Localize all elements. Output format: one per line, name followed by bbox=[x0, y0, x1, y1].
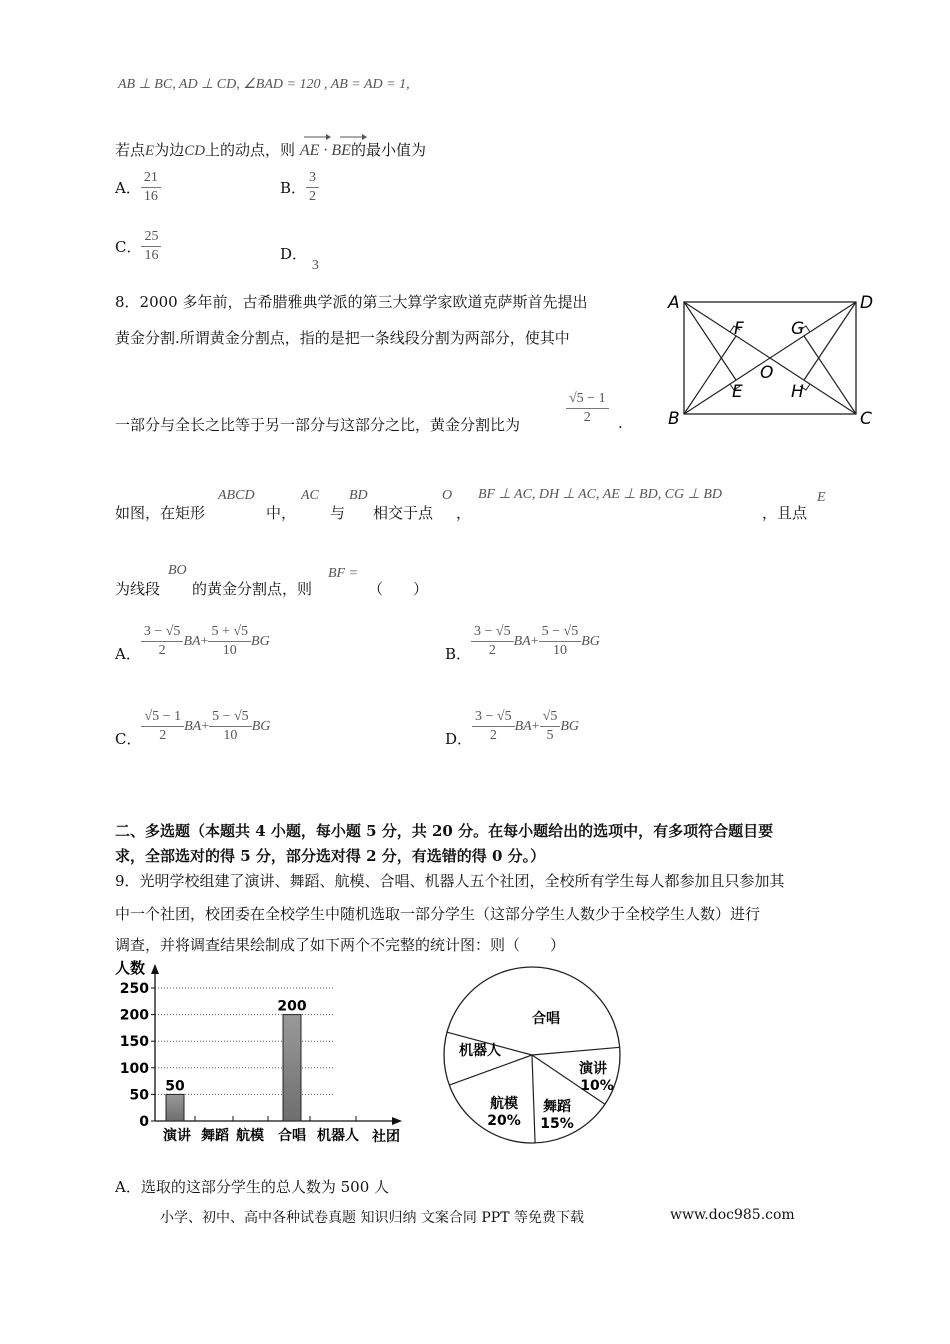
vector-bg: BG bbox=[251, 718, 271, 734]
y-tick-label: 50 bbox=[129, 1087, 149, 1104]
q8-l5-text: 为线段 bbox=[115, 580, 161, 598]
x-axis-label: 社团 bbox=[372, 1129, 400, 1145]
option-value: 3 bbox=[311, 258, 319, 273]
bar-data-label: 50 bbox=[165, 1078, 185, 1095]
q8-l4-text: 与 bbox=[330, 504, 346, 522]
y-tick-label: 100 bbox=[119, 1060, 149, 1077]
q7-condition: AB ⊥ BC, AD ⊥ CD, ∠BAD = 120 , AB = AD = 1, bbox=[118, 77, 410, 92]
y-axis-arrow-icon bbox=[151, 964, 159, 974]
q9-option-a[interactable]: A．选取的这部分学生的总人数为 500 人 bbox=[115, 1178, 390, 1196]
y-tick-label: 150 bbox=[119, 1034, 149, 1051]
bar bbox=[166, 1094, 184, 1121]
q7-option-c[interactable] bbox=[115, 229, 161, 264]
category-label: 舞蹈 bbox=[201, 1128, 229, 1144]
q7-option-a[interactable] bbox=[115, 170, 161, 205]
footer-text: 小学、初中、高中各种试卷真题 知识归纳 文案合同 PPT 等免费下载 bbox=[160, 1210, 584, 1226]
q8-l4-text: ， bbox=[456, 504, 472, 522]
rectangle-figure bbox=[660, 290, 880, 430]
bar-data-label: 200 bbox=[277, 998, 307, 1015]
pie-slice-name: 机器人 bbox=[459, 1043, 501, 1059]
pie-chart bbox=[440, 963, 625, 1148]
pie-slice-boundary bbox=[532, 1055, 535, 1143]
q8-option-c[interactable]: C． $\frac{√5 - 1}{2}$ BA + $\frac{5 - √5}{10}$ BG bbox=[115, 709, 271, 748]
fraction: $\frac{√5 - 1}{2}$ bbox=[141, 709, 184, 744]
q9-line3: 调查，并将调查结果绘制成了如下两个不完整的统计图：则（ ） bbox=[115, 936, 566, 954]
label-a: A bbox=[668, 293, 680, 313]
label-d: D bbox=[860, 293, 874, 313]
y-axis-label: 人数 bbox=[115, 959, 146, 977]
fraction: $\frac{5 - √5}{10}$ bbox=[539, 624, 582, 659]
point-e: E bbox=[817, 490, 826, 505]
fraction: $\frac{21}{16}$ bbox=[141, 170, 161, 205]
fraction: $\frac{√5}{5}$ bbox=[540, 709, 561, 744]
q8-l4-text: 如图，在矩形 bbox=[115, 504, 206, 522]
option-label: B． bbox=[280, 179, 307, 197]
fraction: $\frac{3 - √5}{2}$ bbox=[141, 624, 184, 659]
pie-slice-percent: 20% bbox=[487, 1113, 521, 1129]
q9-line2: 中一个社团，校团委在全校学生中随机选取一部分学生（这部分学生人数少于全校学生人数）进行 bbox=[115, 905, 761, 923]
q7-option-b[interactable] bbox=[280, 170, 319, 205]
label-h: H bbox=[791, 382, 804, 402]
label-e: E bbox=[732, 382, 743, 402]
rect-abcd: ABCD bbox=[218, 488, 255, 503]
bar-chart bbox=[110, 958, 420, 1148]
vector-ba: BA bbox=[513, 633, 531, 649]
perpendicular-conditions: BF ⊥ AC, DH ⊥ AC, AE ⊥ BD, CG ⊥ BD bbox=[478, 487, 723, 502]
q8-option-b[interactable]: B． $\frac{3 - √5}{2}$ BA + $\frac{5 - √5}{10}$ BG bbox=[445, 624, 600, 663]
option-label: D． bbox=[445, 730, 473, 748]
fraction: $\frac{3 - √5}{2}$ bbox=[472, 709, 515, 744]
category-label: 演讲 bbox=[163, 1128, 191, 1144]
label-o: O bbox=[760, 363, 774, 383]
q8-line2: 黄金分割.所谓黄金分割点，指的是把一条线段分割为两部分，使其中 bbox=[115, 329, 570, 347]
q7-option-d[interactable] bbox=[280, 243, 319, 273]
q7-prompt bbox=[115, 135, 426, 160]
option-label: C． bbox=[115, 238, 142, 256]
fraction: $\frac{3 - √5}{2}$ bbox=[471, 624, 514, 659]
option-label: A． bbox=[115, 645, 141, 663]
vector-bg: BG bbox=[581, 633, 600, 649]
pie-slice-boundary bbox=[449, 1055, 532, 1085]
q8-l4-text: 相交于点 bbox=[373, 504, 434, 522]
fraction: $\frac{25}{16}$ bbox=[141, 229, 161, 264]
bf-equals: BF = bbox=[328, 566, 359, 581]
fraction: $\frac{3}{2}$ bbox=[306, 170, 319, 205]
q7-vector-expression: AE · BE bbox=[300, 135, 351, 160]
q8-line3: 一部分与全长之比等于另一部分与这部分之比，黄金分割比为 bbox=[115, 416, 521, 434]
q8-option-a[interactable]: A． $\frac{3 - √5}{2}$ BA + $\frac{5 + √5}{10}$ BG bbox=[115, 624, 270, 663]
vector-bg: BG bbox=[560, 718, 579, 734]
pie-slice-name: 演讲 bbox=[579, 1061, 607, 1077]
section2-heading-line1: 二、多选题（本题共 4 小题，每小题 5 分，共 20 分。在每小题给出的选项中，有多项符合题目要 bbox=[115, 822, 774, 840]
answer-paren: （ ） bbox=[368, 580, 429, 598]
golden-ratio-fraction: $\frac{√5 - 1}{2}$ bbox=[566, 391, 609, 426]
vector-ba: BA bbox=[184, 718, 202, 734]
option-label: C． bbox=[115, 730, 142, 748]
q7-prompt-pre: 若点 bbox=[115, 141, 146, 159]
y-tick-label: 200 bbox=[119, 1007, 149, 1024]
q7-segment-cd: CD bbox=[184, 143, 206, 159]
vector-ba: BA bbox=[183, 633, 201, 649]
bar bbox=[283, 1015, 301, 1121]
seg-ac: AC bbox=[301, 488, 319, 503]
label-g: G bbox=[791, 319, 805, 339]
vector-ba: BA bbox=[514, 718, 532, 734]
option-label: A． bbox=[115, 179, 141, 197]
y-tick-label: 0 bbox=[139, 1114, 149, 1130]
option-label: D． bbox=[280, 245, 308, 263]
vector-arrows-icon bbox=[300, 133, 368, 141]
pie-slice-name: 舞蹈 bbox=[543, 1099, 571, 1115]
q8-l4-text: 中， bbox=[266, 504, 297, 522]
q7-prompt-mid2: 上的动点，则 bbox=[205, 141, 296, 159]
q8-l4-text: ，且点 bbox=[762, 504, 808, 522]
pie-slice-percent: 10% bbox=[580, 1078, 614, 1094]
option-label: B． bbox=[445, 645, 472, 663]
pie-slice-name: 航模 bbox=[490, 1096, 518, 1112]
pie-slice-percent: 15% bbox=[540, 1116, 574, 1132]
label-c: C bbox=[860, 409, 872, 429]
label-f: F bbox=[734, 319, 744, 339]
label-b: B bbox=[668, 409, 680, 429]
q9-line1: 9．光明学校组建了演讲、舞蹈、航模、合唱、机器人五个社团，全校所有学生每人都参加且只参加其 bbox=[115, 872, 785, 890]
pie-slice-name: 合唱 bbox=[532, 1011, 560, 1027]
q8-l5-text: 的黄金分割点，则 bbox=[192, 580, 313, 598]
x-axis-arrow-icon bbox=[392, 1117, 402, 1125]
category-label: 合唱 bbox=[278, 1128, 306, 1144]
pie-slice-boundary bbox=[532, 1047, 620, 1055]
q7-prompt-post: 的最小值为 bbox=[350, 141, 426, 159]
q7-point-e: E bbox=[145, 143, 155, 159]
fraction: $\frac{5 + √5}{10}$ bbox=[208, 624, 251, 659]
seg-bo: BO bbox=[168, 563, 187, 578]
y-tick-label: 250 bbox=[119, 981, 149, 997]
fraction: $\frac{5 - √5}{10}$ bbox=[209, 709, 252, 744]
q7-prompt-mid: 为边 bbox=[154, 141, 185, 159]
period: . bbox=[618, 414, 623, 432]
seg-bd: BD bbox=[349, 488, 368, 503]
category-label: 航模 bbox=[236, 1128, 264, 1144]
q8-line1: 8．2000 多年前，古希腊雅典学派的第三大算学家欧道克萨斯首先提出 bbox=[115, 293, 588, 311]
section2-heading-line2: 求，全部选对的得 5 分，部分选对得 2 分，有选错的得 0 分。） bbox=[115, 847, 546, 865]
category-label: 机器人 bbox=[317, 1128, 359, 1144]
footer-url[interactable]: www.doc985.com bbox=[670, 1207, 795, 1223]
vector-bg: BG bbox=[251, 633, 270, 649]
point-o: O bbox=[442, 488, 453, 503]
q8-option-d[interactable]: D． $\frac{3 - √5}{2}$ BA + $\frac{√5}{5}$ BG bbox=[445, 709, 579, 748]
